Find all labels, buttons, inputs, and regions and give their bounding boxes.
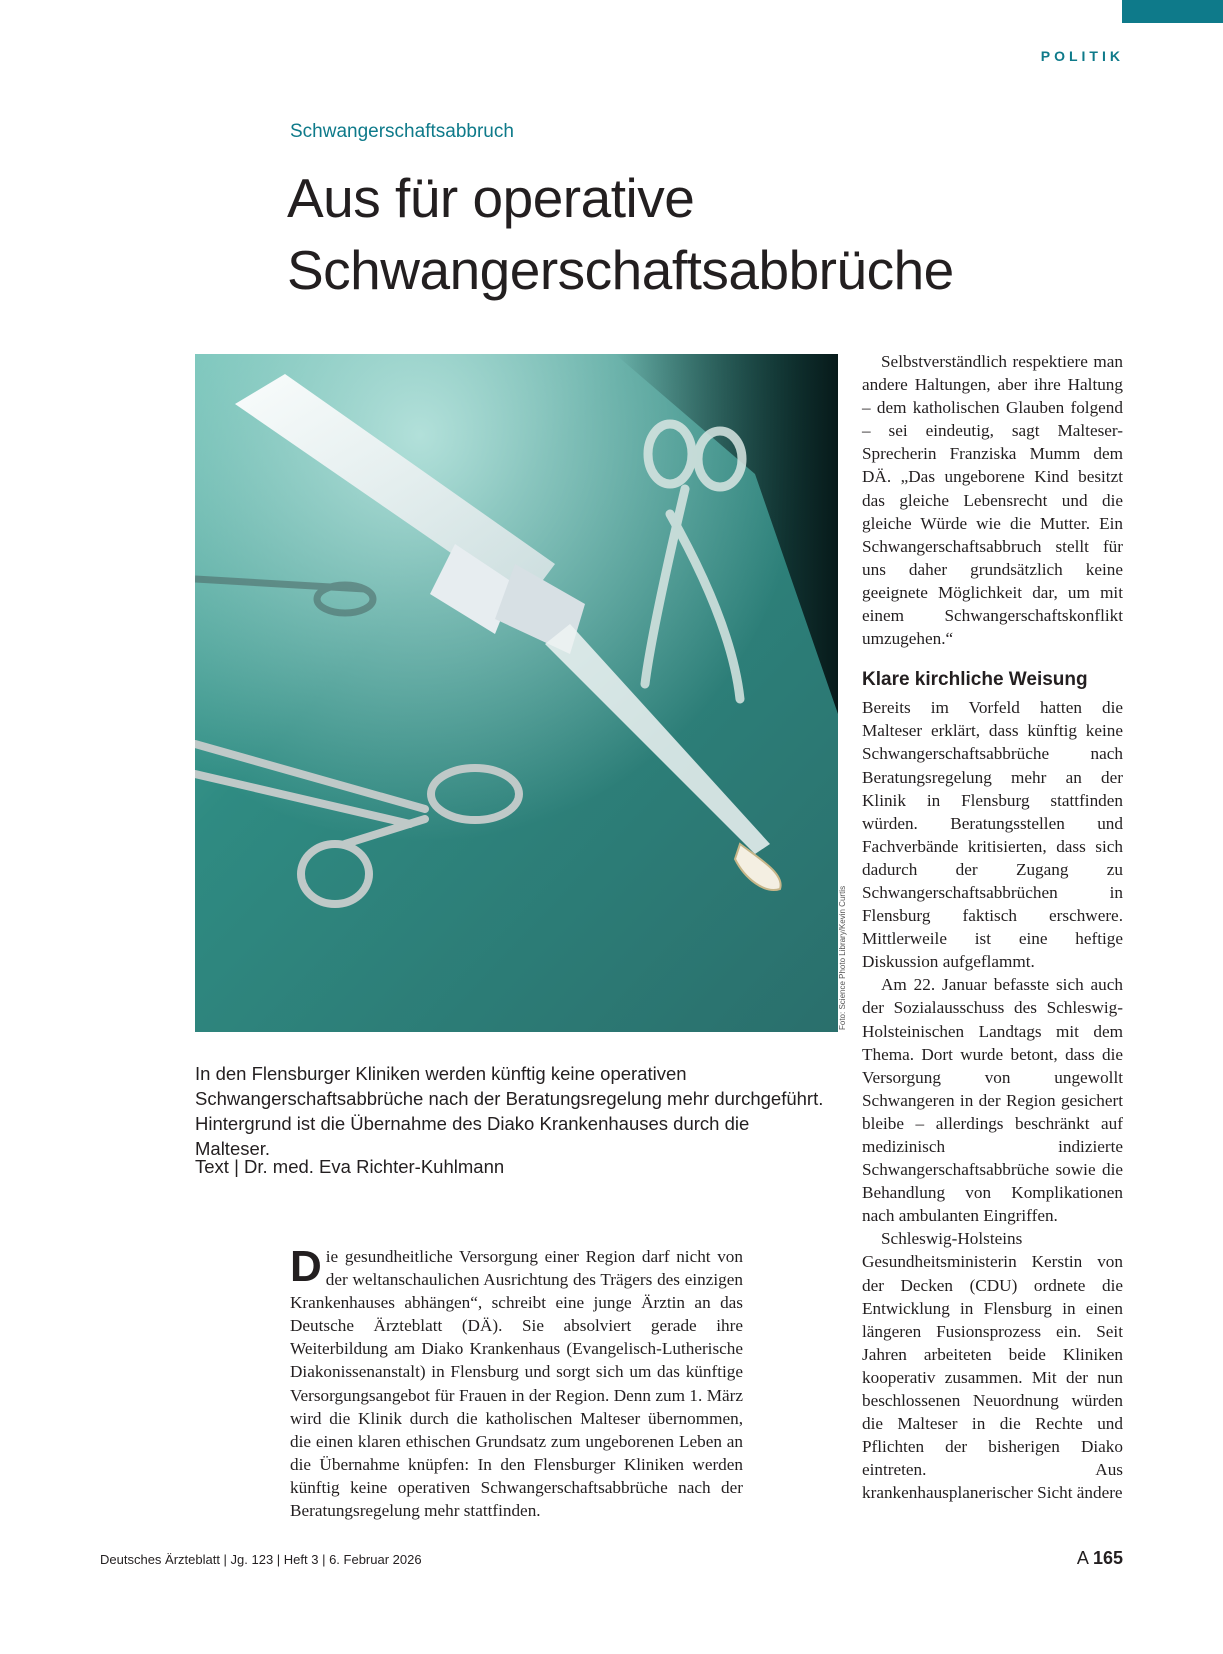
body-column-right — [862, 350, 1123, 1505]
body-paragraph-1: Die gesundheitliche Versorgung einer Region darf nicht von der weltanschaulichen Ausrichtung des Trägers des einzigen Krankenhauses abhängen“, schreibt eine junge Ärztin an das Deutsche Ärzteblatt (DÄ). Sie absolviert gerade ihre Weiterbildung am Diako Krankenhaus (Evangelisch-Lutherische Diakonissenanstalt) in Flensburg und sorgt sich um das künftige Versorgungsangebot für Frauen in der Region. Denn zum 1. März wird die Klinik durch die katholischen Malteser übernommen, die einen klaren ethischen Grundsatz zum ungeborenen Leben an die Übernahme knüpfen: In den Flensburger Kliniken werden künftig keine operativen Schwangerschaftsabbrüche nach der Beratungsregelung mehr stattfinden. — [290, 1242, 743, 1521]
body-paragraph-3: Bereits im Vorfeld hatten die Malteser erklärt, dass künftig keine Schwangerschaftsabbrüche nach Beratungsregelung mehr an der Klinik in Flensburg stattfinden würden. Beratungsstellen und Fachverbände kritisierten, dass sich dadurch der Zugang zu Schwangerschaftsabbrüchen in Flensburg faktisch erschwere. Mittlerweile ist eine heftige Diskussion aufgeflammt. — [862, 698, 1123, 972]
body-paragraph-2: Selbstverständlich respektiere man andere Haltungen, aber ihre Haltung – dem katholischen Glauben folgend – sei eindeutig, sagt Malteser-Sprecherin Franziska Mumm dem DÄ. „Das ungeborene Kind besitzt das gleiche Lebensrecht und die gleiche Würde wie die Mutter. Ein Schwangerschaftsabbruch stellt für uns daher grundsätzlich keine geeignete Möglichkeit dar, um mit einem Schwangerschaftskonflikt umzugehen.“ — [862, 352, 1123, 649]
surgical-instruments-illustration — [195, 354, 838, 1032]
article-kicker: Schwangerschaftsabbruch — [290, 121, 514, 142]
section-label: POLITIK — [1040, 48, 1124, 64]
headline-line-2: Schwangerschaftsabbrüche — [287, 239, 954, 301]
article-headline — [287, 162, 1147, 306]
body-paragraph-4: Am 22. Januar befasste sich auch der Sozialausschuss des Schleswig-Holsteinischen Landtags mit dem Thema. Dort wurde betont, dass die Versorgung von ungewollt Schwangeren in der Region gesichert bleibe – allerdings beschränkt auf medizinisch indizierte Schwangerschaftsabbrüche sowie die Behandlung von Komplikationen nach ambulanten Eingriffen. — [862, 975, 1123, 1226]
drop-cap: D — [290, 1242, 322, 1291]
body-column-left — [290, 1242, 743, 1522]
body-paragraph-5: Schleswig-Holsteins Gesundheitsministerin Kerstin von der Decken (CDU) ordnete die Entwicklung in Flensburg in einen längeren Fusionsprozess ein. Seit Jahren arbeiteten beide Kliniken kooperativ zusammen. Mit der nun beschlossenen Neuordnung würden die Malteser in die Rechte und Pflichten der bisherigen Diako eintreten. Aus krankenhausplanerischer Sicht ändere — [862, 1229, 1123, 1503]
page-prefix: A — [1076, 1548, 1088, 1568]
headline-line-1: Aus für operative — [287, 167, 695, 229]
article-photo — [195, 354, 838, 1032]
page-number — [1077, 1548, 1123, 1569]
article-byline: Text | Dr. med. Eva Richter-Kuhlmann — [195, 1156, 505, 1177]
page-number-value: 165 — [1092, 1548, 1123, 1568]
section-subheading: Klare kirchliche Weisung — [862, 669, 1088, 691]
footer-citation: Deutsches Ärzteblatt | Jg. 123 | Heft 3 | 6. Februar 2026 — [100, 1552, 422, 1567]
article-lead: In den Flensburger Kliniken werden künftig keine operativen Schwangerschaftsabbrüche nach der Beratungsregelung mehr durchgeführt. Hintergrund ist die Übernahme des Diako Krankenhauses durch die Malteser. — [195, 1063, 824, 1159]
header-accent-bar — [1122, 0, 1223, 23]
